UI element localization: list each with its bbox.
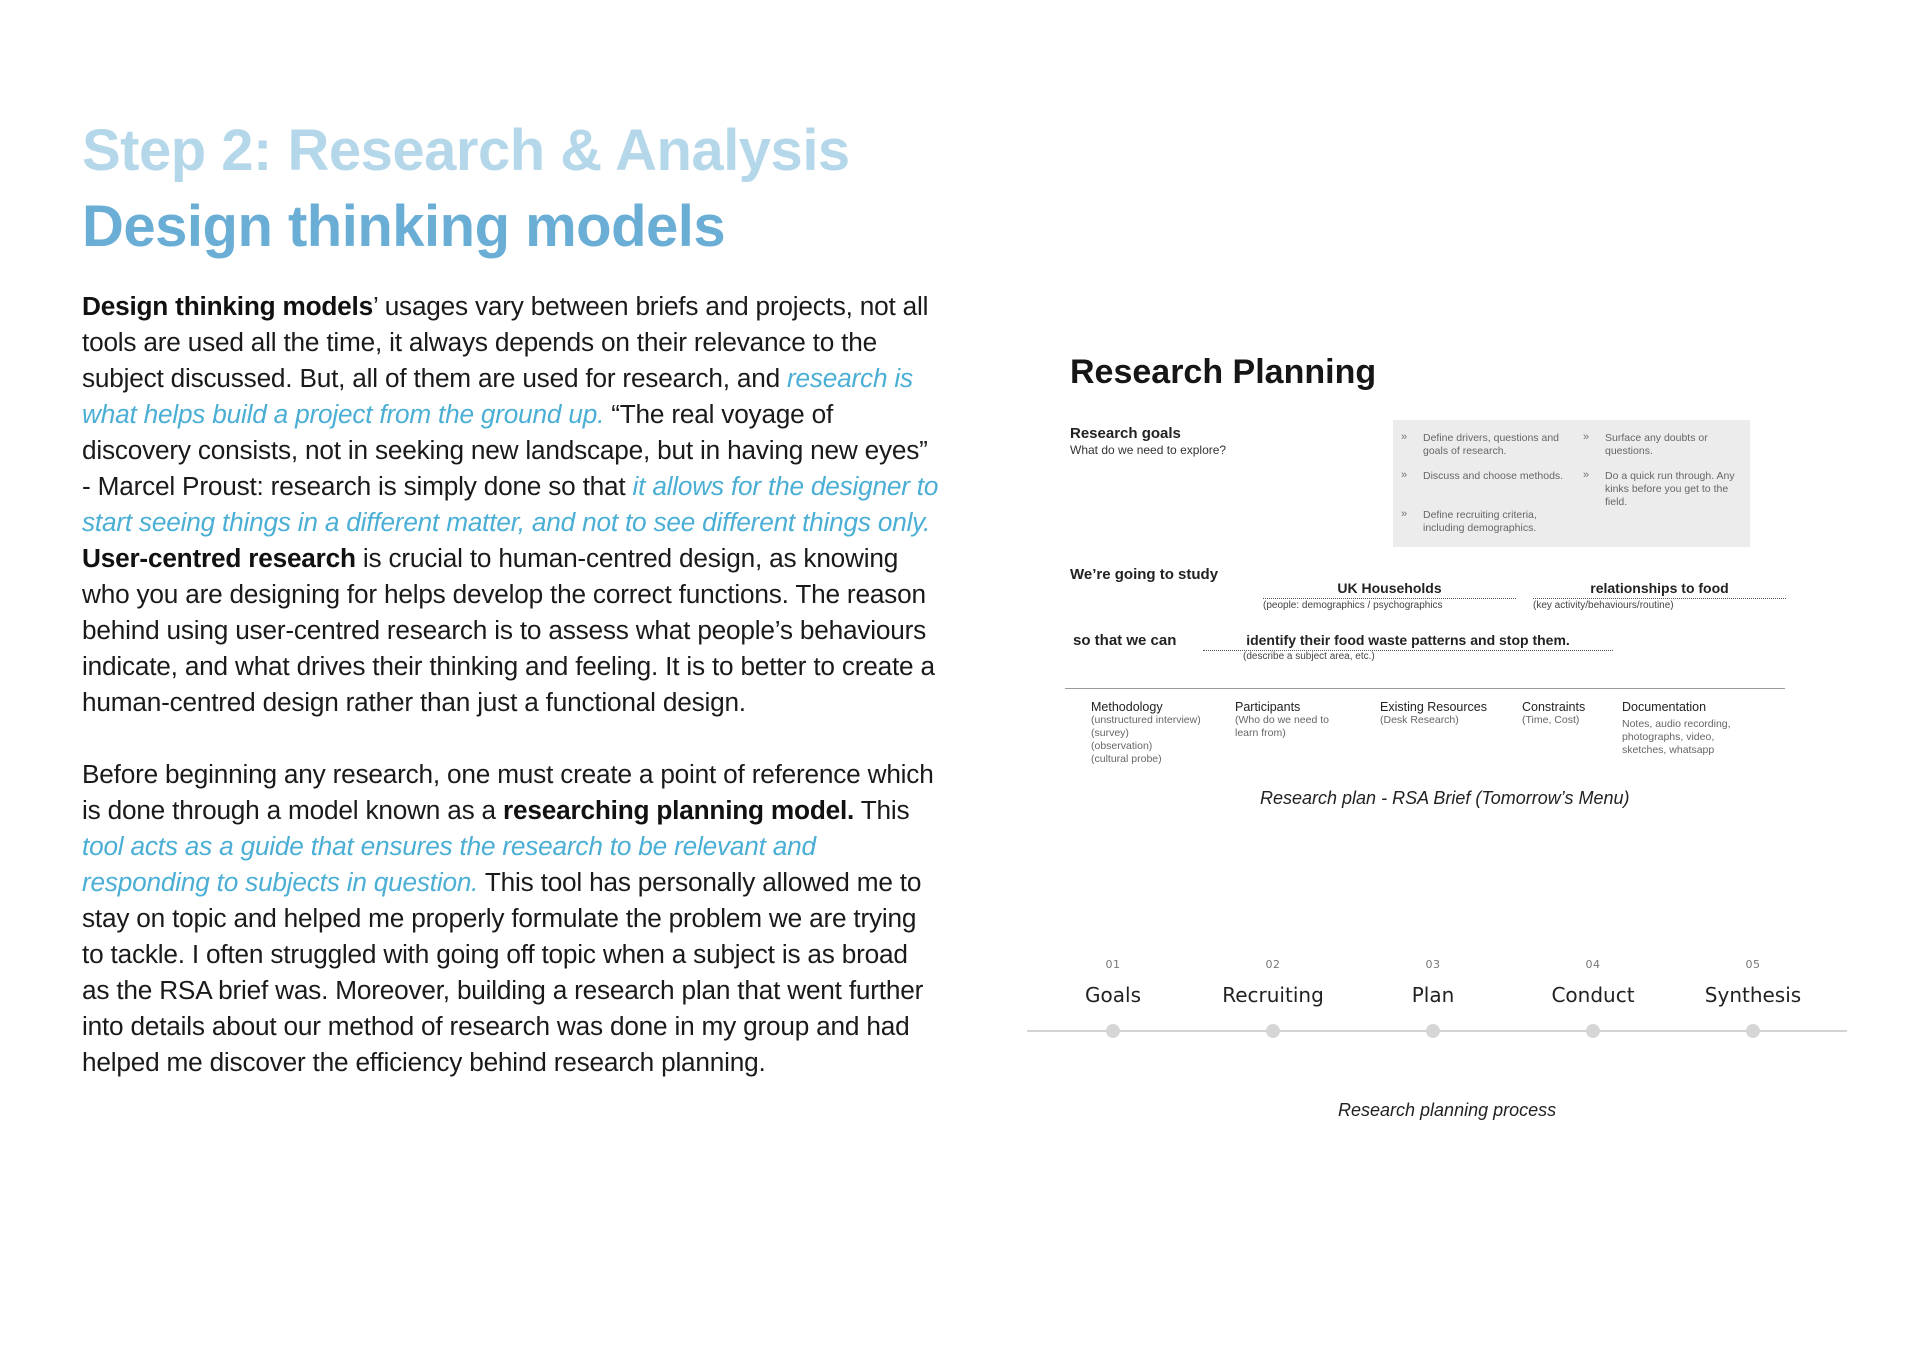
so-that-hint: (describe a subject area, etc.) bbox=[1243, 651, 1375, 662]
process-step-recruiting bbox=[1193, 955, 1353, 1007]
column-title: Constraints bbox=[1522, 700, 1586, 714]
paragraph-user-centred bbox=[82, 540, 942, 720]
plan-column-resources bbox=[1380, 700, 1505, 727]
highlight-text: it allows for the designer to start seeing things in a different matter, and not to see different things only. bbox=[82, 471, 939, 537]
step-label: Plan bbox=[1411, 983, 1455, 1007]
column-note: (Who do we need to learn from) bbox=[1235, 714, 1329, 739]
so-that-field: identify their food waste patterns and stop them. bbox=[1203, 630, 1613, 651]
research-plan-caption: Research plan - RSA Brief (Tomorrow’s Menu) bbox=[1260, 788, 1630, 808]
text-run: Before beginning any research, one must create a point of reference which is done through a model known as a bbox=[82, 759, 934, 825]
highlight-text: research is what helps build a project from the ground up. bbox=[82, 363, 913, 429]
step-label: Synthesis bbox=[1704, 983, 1802, 1007]
highlight-text: tool acts as a guide that ensures the research to be relevant and responding to subjects in question. bbox=[82, 831, 816, 897]
research-plan-title: Research Planning bbox=[1070, 353, 1377, 391]
text-run: This bbox=[854, 795, 910, 825]
timeline-dot bbox=[1426, 1024, 1440, 1038]
column-note: Notes, audio recording, photographs, video, sketches, whatsapp bbox=[1622, 718, 1731, 756]
column-title: Methodology bbox=[1091, 700, 1163, 714]
plan-column-participants bbox=[1235, 700, 1350, 740]
study-relationship-field: relationships to food bbox=[1533, 578, 1786, 599]
text-run: “The real voyage of discovery consists, not in seeking new landscape, but in having new eyes” - Marcel Proust: research is simply done so that bbox=[82, 399, 928, 501]
study-relationship-hint: (key activity/behaviours/routine) bbox=[1533, 600, 1674, 611]
goal-item: » Discuss and choose methods. bbox=[1423, 470, 1573, 483]
column-title: Existing Resources bbox=[1380, 700, 1487, 714]
timeline-dot bbox=[1746, 1024, 1760, 1038]
bold-term: researching planning model. bbox=[503, 795, 855, 825]
step-label: Conduct bbox=[1551, 983, 1635, 1007]
paragraph-design-thinking bbox=[82, 288, 942, 540]
step-number: 05 bbox=[1745, 958, 1761, 971]
goal-item: » Do a quick run through. Any kinks before you get to the field. bbox=[1605, 470, 1745, 509]
timeline-dot bbox=[1586, 1024, 1600, 1038]
process-step-synthesis bbox=[1673, 955, 1833, 1007]
study-subject-hint: (people: demographics / psychographics bbox=[1263, 600, 1443, 611]
goal-item: » Surface any doubts or questions. bbox=[1605, 432, 1740, 458]
column-note: (unstructured interview) (survey) (observation) (cultural probe) bbox=[1091, 714, 1201, 765]
goals-label: Research goals bbox=[1070, 425, 1181, 442]
bold-term: User-centred research bbox=[82, 543, 356, 573]
process-step-goals bbox=[1033, 955, 1193, 1007]
step-number: 02 bbox=[1265, 958, 1281, 971]
goal-item: » Define drivers, questions and goals of research. bbox=[1423, 432, 1573, 458]
process-step-plan bbox=[1353, 955, 1513, 1007]
column-note: (Time, Cost) bbox=[1522, 714, 1580, 726]
page-title: Design thinking models bbox=[82, 194, 726, 259]
timeline-dot bbox=[1106, 1024, 1120, 1038]
body-text bbox=[82, 288, 942, 1080]
plan-column-methodology bbox=[1091, 700, 1221, 766]
section-heading: Step 2: Research & Analysis bbox=[82, 118, 850, 183]
bold-term: Design thinking models bbox=[82, 291, 373, 321]
step-number: 01 bbox=[1105, 958, 1121, 971]
so-that-label: so that we can bbox=[1073, 632, 1177, 649]
column-title: Participants bbox=[1235, 700, 1301, 714]
plan-column-documentation bbox=[1622, 700, 1772, 757]
study-subject-field: UK Households bbox=[1263, 578, 1516, 599]
goals-list-box bbox=[1393, 420, 1750, 547]
text-run: ’ usages vary between briefs and projects, not all tools are used all the time, it always depends on their relevance to the subject discussed. But, all of them are used for research, and bbox=[82, 291, 929, 393]
paragraph-research-planning bbox=[82, 756, 942, 1080]
plan-column-constraints bbox=[1522, 700, 1602, 727]
text-run: This tool has personally allowed me to stay on topic and helped me properly formulate the problem we are trying to tackle. I often struggled with going off topic when a subject is as broad as the RSA brief was. Moreover, building a research plan that went further into details about our method of research was done in my group and had helped me discover the efficiency behind research planning. bbox=[82, 867, 924, 1077]
column-note: (Desk Research) bbox=[1380, 714, 1459, 726]
goals-question: What do we need to explore? bbox=[1070, 443, 1227, 457]
goal-item: » Define recruiting criteria, including demographics. bbox=[1423, 509, 1573, 535]
step-label: Goals bbox=[1085, 983, 1141, 1007]
step-number: 03 bbox=[1425, 958, 1441, 971]
process-caption: Research planning process bbox=[1338, 1100, 1557, 1120]
column-title: Documentation bbox=[1622, 700, 1707, 714]
step-label: Recruiting bbox=[1222, 983, 1324, 1007]
plan-divider bbox=[1065, 688, 1785, 689]
timeline-dot bbox=[1266, 1024, 1280, 1038]
study-label: We’re going to study bbox=[1070, 566, 1219, 583]
text-run: is crucial to human-centred design, as knowing who you are designing for helps develop the correct functions. The reason behind using user-centred research is to assess what people’s behaviours indicate, and what drives their thinking and feeling. It is to better to create a human-centred design rather than just a functional design. bbox=[82, 543, 935, 717]
process-step-conduct bbox=[1513, 955, 1673, 1007]
step-number: 04 bbox=[1585, 958, 1601, 971]
